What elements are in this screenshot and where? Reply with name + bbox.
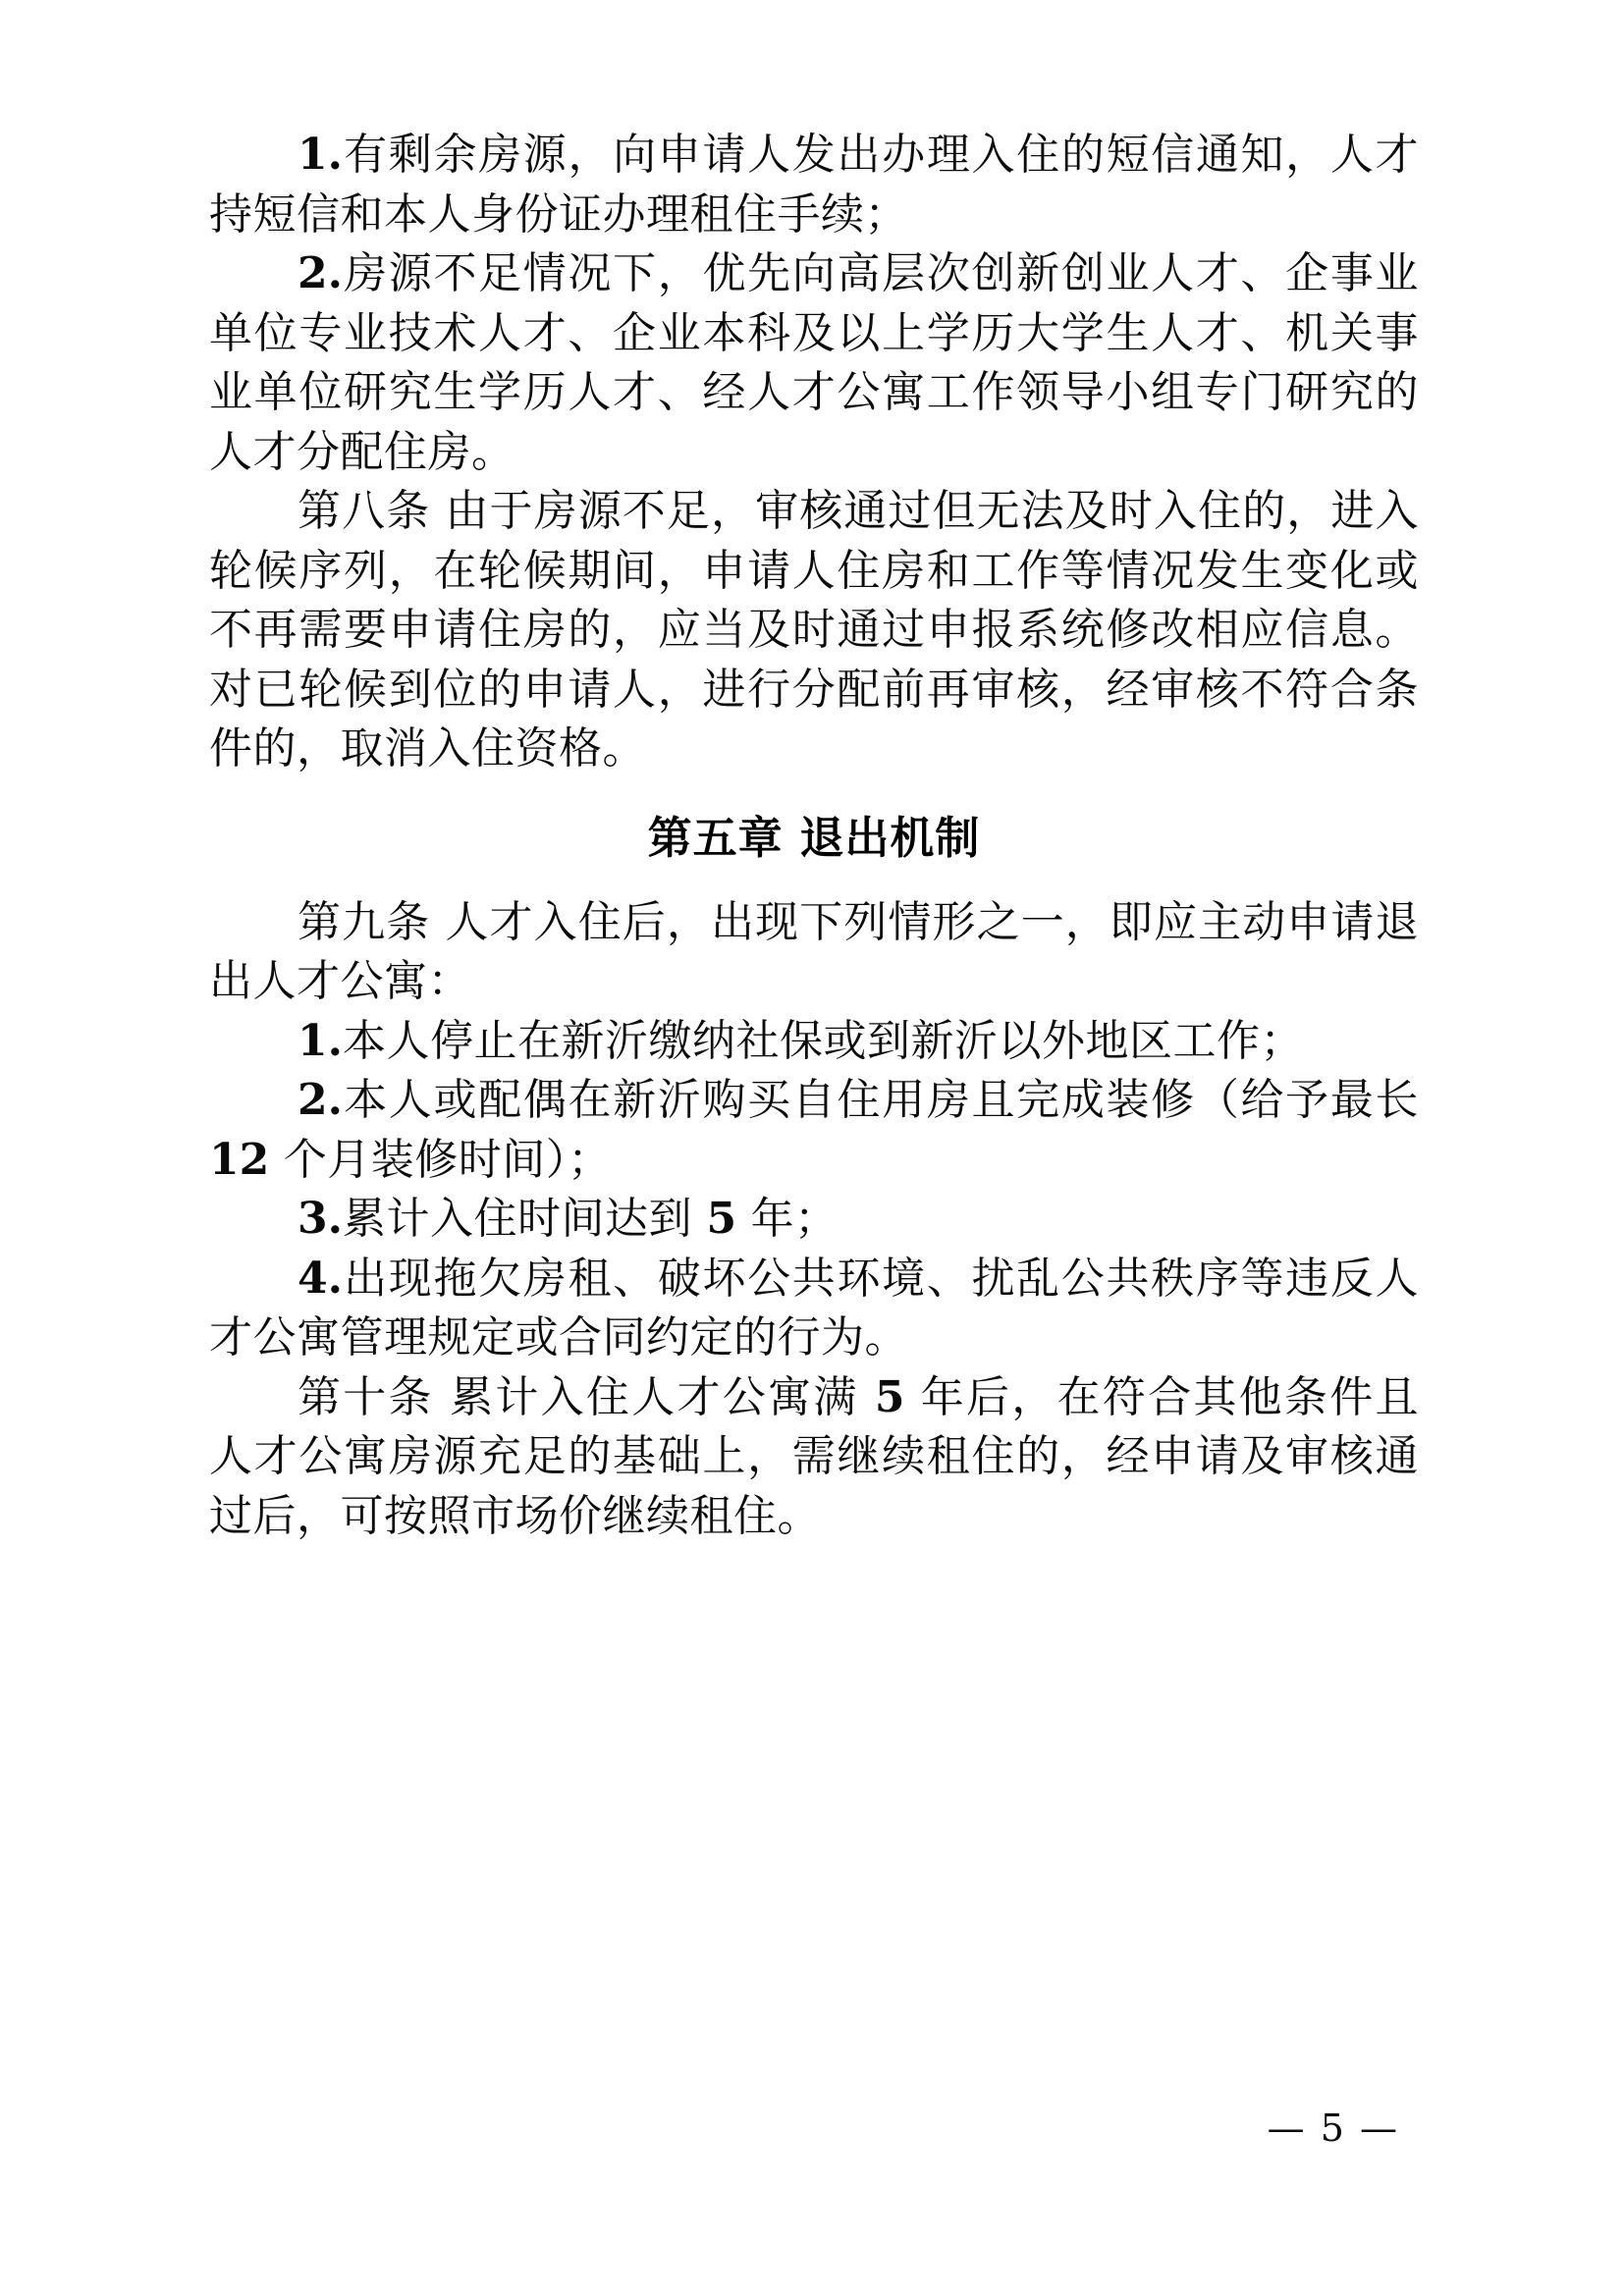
list-marker: 1. — [298, 130, 343, 180]
inline-number: 2 — [298, 248, 328, 298]
list-marker: 2. — [298, 1075, 343, 1125]
inline-number: 3 — [298, 1194, 328, 1244]
exit-list-item-4: 4.出现拖欠房租、破坏公共环境、扰乱公共秩序等违反人才公寓管理规定或合同约定的行为。 — [209, 1253, 1419, 1362]
inline-number: 12 — [209, 1134, 270, 1185]
inline-number: 4 — [298, 1253, 328, 1304]
list-item-2: 2.房源不足情况下，优先向高层次创新创业人才、企事业单位专业技术人才、企业本科及以上学历大学生人才、机关事业单位研究生学历人才、经人才公寓工作领导小组专门研究的人才分配住房。 — [209, 248, 1419, 477]
page-number-footer: — 5 — — [1267, 2107, 1399, 2150]
inline-number: 1 — [298, 1015, 328, 1066]
list-marker: 4. — [298, 1253, 343, 1304]
article-9-paragraph: 第九条 人才入住后，出现下列情形之一，即应主动申请退出人才公寓： — [209, 896, 1419, 1006]
inline-number: 5 — [706, 1194, 737, 1244]
exit-list-item-1: 1.本人停止在新沂缴纳社保或到新沂以外地区工作； — [298, 1015, 1304, 1066]
list-marker: 3. — [298, 1194, 343, 1244]
list-marker: 1. — [298, 1015, 343, 1066]
article-10-paragraph: 第十条 累计入住人才公寓满 5 年后，在符合其他条件且人才公寓房源充足的基础上，需继续租住的，经申请及审核通过后，可按照市场价继续租住。 — [209, 1371, 1419, 1541]
page-content — [209, 126, 1419, 1546]
article-8-paragraph: 第八条 由于房源不足，审核通过但无法及时入住的，进入轮候序列，在轮候期间，申请人住房和工作等情况发生变化或不再需要申请住房的，应当及时通过申报系统修改相应信息。对已轮候到位的申请人，进行分配前再审核，经审核不符合条件的，取消入住资格。 — [209, 486, 1419, 774]
list-marker: 2. — [298, 248, 343, 298]
inline-number: 1 — [298, 130, 328, 180]
exit-list-item-2: 2.本人或配偶在新沂购买自住用房且完成装修（给予最长 12 个月装修时间）； — [209, 1075, 1419, 1185]
inline-number: 5 — [874, 1371, 905, 1422]
chapter-5-heading: 第五章 退出机制 — [647, 811, 981, 864]
list-item-1: 1.有剩余房源，向申请人发出办理入住的短信通知，人才持短信和本人身份证办理租住手续； — [209, 130, 1419, 240]
exit-list-item-3: 3.累计入住时间达到 5 年； — [298, 1194, 839, 1244]
inline-number: 2 — [298, 1075, 328, 1125]
